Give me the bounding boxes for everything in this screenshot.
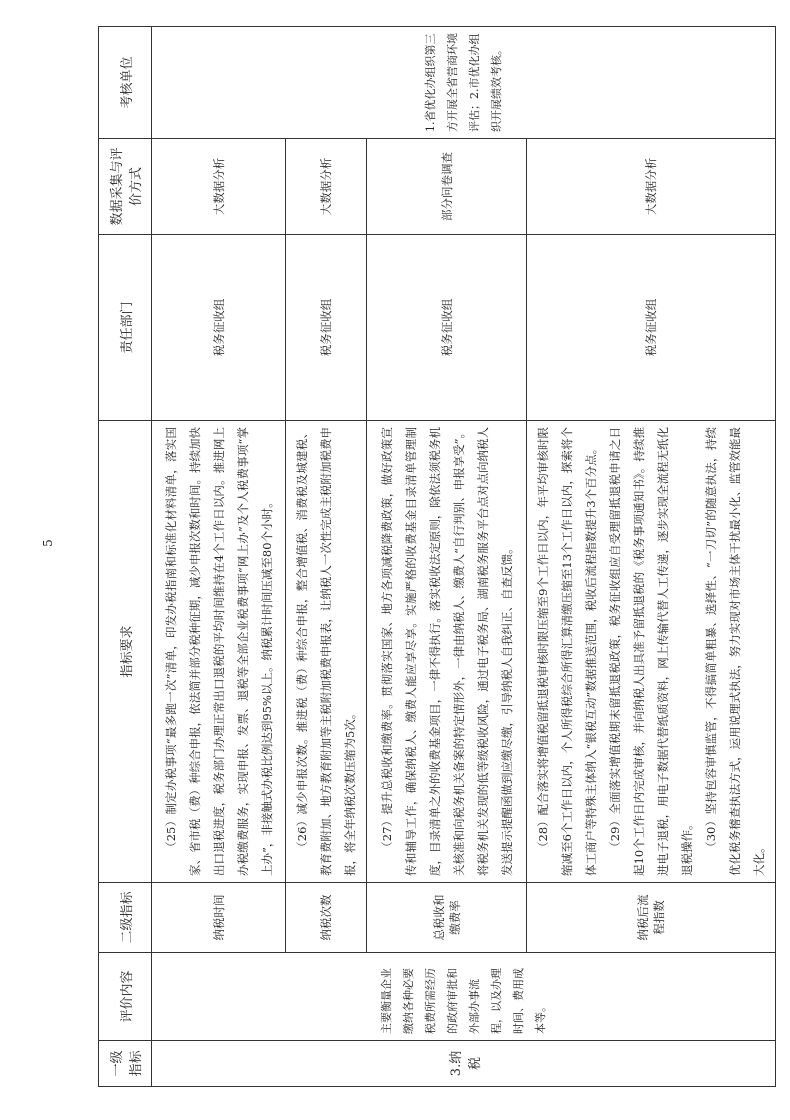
header-level2: 二级指标 — [99, 883, 152, 953]
table-row — [367, 27, 527, 1087]
requirements-cell — [286, 421, 367, 883]
requirement-paragraph: （25）制定办税事项“最多跑一次”清单，印发办税指南和标准化材料清单，落实国家、省市税（费）种综合申报，依法简并部分税种征期，减少申报次数和时间。持续加快出口退税进度，税务部门办理正常出口退税的平均时间维持在4个工作日以内。推进网上办税缴费服务，实现申报、发票、退税等全部企业税费事项“网上办”及个人税费事项“掌上办”，非接触式办税比例达到95%以上。纳税累计时间压减至80个小时。 — [163, 427, 274, 876]
requirement-paragraph: （28）配合落实将增值税留抵退税审核时限压缩至9个工作日以内，年平均审核时限缩减至6个工作日以内，个人所得税综合所得汇算清缴压缩至13个工作日以内，探索将个体工商户等特殊主体纳入“银税互动”数据推送范围，税收后流程指数提升3个百分点。 — [536, 427, 598, 876]
department-cell: 税务征收组 — [286, 235, 367, 421]
requirement-paragraph: （26）减少申报次数。推进税（费）种综合申报，整合增值税、消费税及城建税、教育费附加、地方教育附加等主税附加税费申报表，让纳税人一次性完成主税附加税费申报，将全年纳税次数压缩为5次。 — [295, 427, 357, 876]
requirements-cell — [367, 421, 527, 883]
header-level1: 一级指标 — [99, 1041, 152, 1087]
level2-cell: 纳税后流程指数 — [527, 883, 776, 953]
rotated-table-wrapper — [98, 27, 766, 1087]
table-row — [152, 27, 286, 1087]
header-department: 责任部门 — [99, 235, 152, 421]
method-cell: 部分问卷调查 — [367, 139, 527, 235]
requirement-paragraph: （30）坚持包容审慎监管，不得搞简单粗暴、选择性、“一刀切”的随意执法，持续优化税务稽查执法方式，运用说理式执法，努力实现对市场主体干扰最小化、监管效能最大化。 — [704, 427, 766, 876]
level2-cell: 纳税次数 — [286, 883, 367, 953]
header-requirements: 指标要求 — [99, 421, 152, 883]
department-cell: 税务征收组 — [527, 235, 776, 421]
table-row — [286, 27, 367, 1087]
method-cell: 大数据分析 — [152, 139, 286, 235]
requirements-cell — [152, 421, 286, 883]
method-cell: 大数据分析 — [286, 139, 367, 235]
evaluation-table — [98, 26, 776, 1087]
header-row — [99, 27, 152, 1087]
header-method: 数据采集与评价方式 — [99, 139, 152, 235]
level2-cell: 总税收和缴费率 — [367, 883, 527, 953]
method-cell: 大数据分析 — [527, 139, 776, 235]
content-cell: 主要衡量企业缴纳各种必要税费所需经历的政府审批和外部办事流程，以及办理时间、费用成本等。 — [152, 953, 776, 1041]
page-number: 5 — [40, 539, 55, 547]
header-assessor: 考核单位 — [99, 27, 152, 139]
level2-cell: 纳税时间 — [152, 883, 286, 953]
table-row — [527, 27, 776, 1087]
requirements-cell — [527, 421, 776, 883]
department-cell: 税务征收组 — [367, 235, 527, 421]
requirement-paragraph: （29）全面落实增值税期末留抵退税政策，税务征收组应自受理留抵退税申请之日起10个工作日内完成审核，并向纳税人出具准予留抵退税的《税务事项通知书》。持续推进电子退税，用电子数据代替纸质资料，网上传输代替人工传递，逐步实现全流程无纸化退税操作。 — [608, 427, 694, 876]
requirement-paragraph: （27）提升总税收和缴费率。贯彻落实国家、地方各项减税降费政策，做好政策宣传和辅导工作，确保纳税人、缴费人能应享尽享。实施严格的收费基金目录清单管理制度，目录清单之外的收费基金项目，一律不得执行。落实税收法定原则，除依法须税务机关核准和向税务机关备案的特定情形外，一律由纳税人、缴费人“自行判别、申报享受”。将税务机关发现的低等级税收风险，通过电子税务局、湖南税务服务平台点对点向纳税人发送提示提醒函做到应缴尽缴，引导纳税人自我纠正、自查反馈。 — [379, 427, 514, 876]
header-content: 评价内容 — [99, 953, 152, 1041]
assessor-cell: 1.省优化办组织第三方开展全省营商环境评估；2.市优化办组织开展绩效考核。 — [152, 27, 776, 139]
level1-cell: 3.纳税 — [152, 1041, 776, 1087]
department-cell: 税务征收组 — [152, 235, 286, 421]
